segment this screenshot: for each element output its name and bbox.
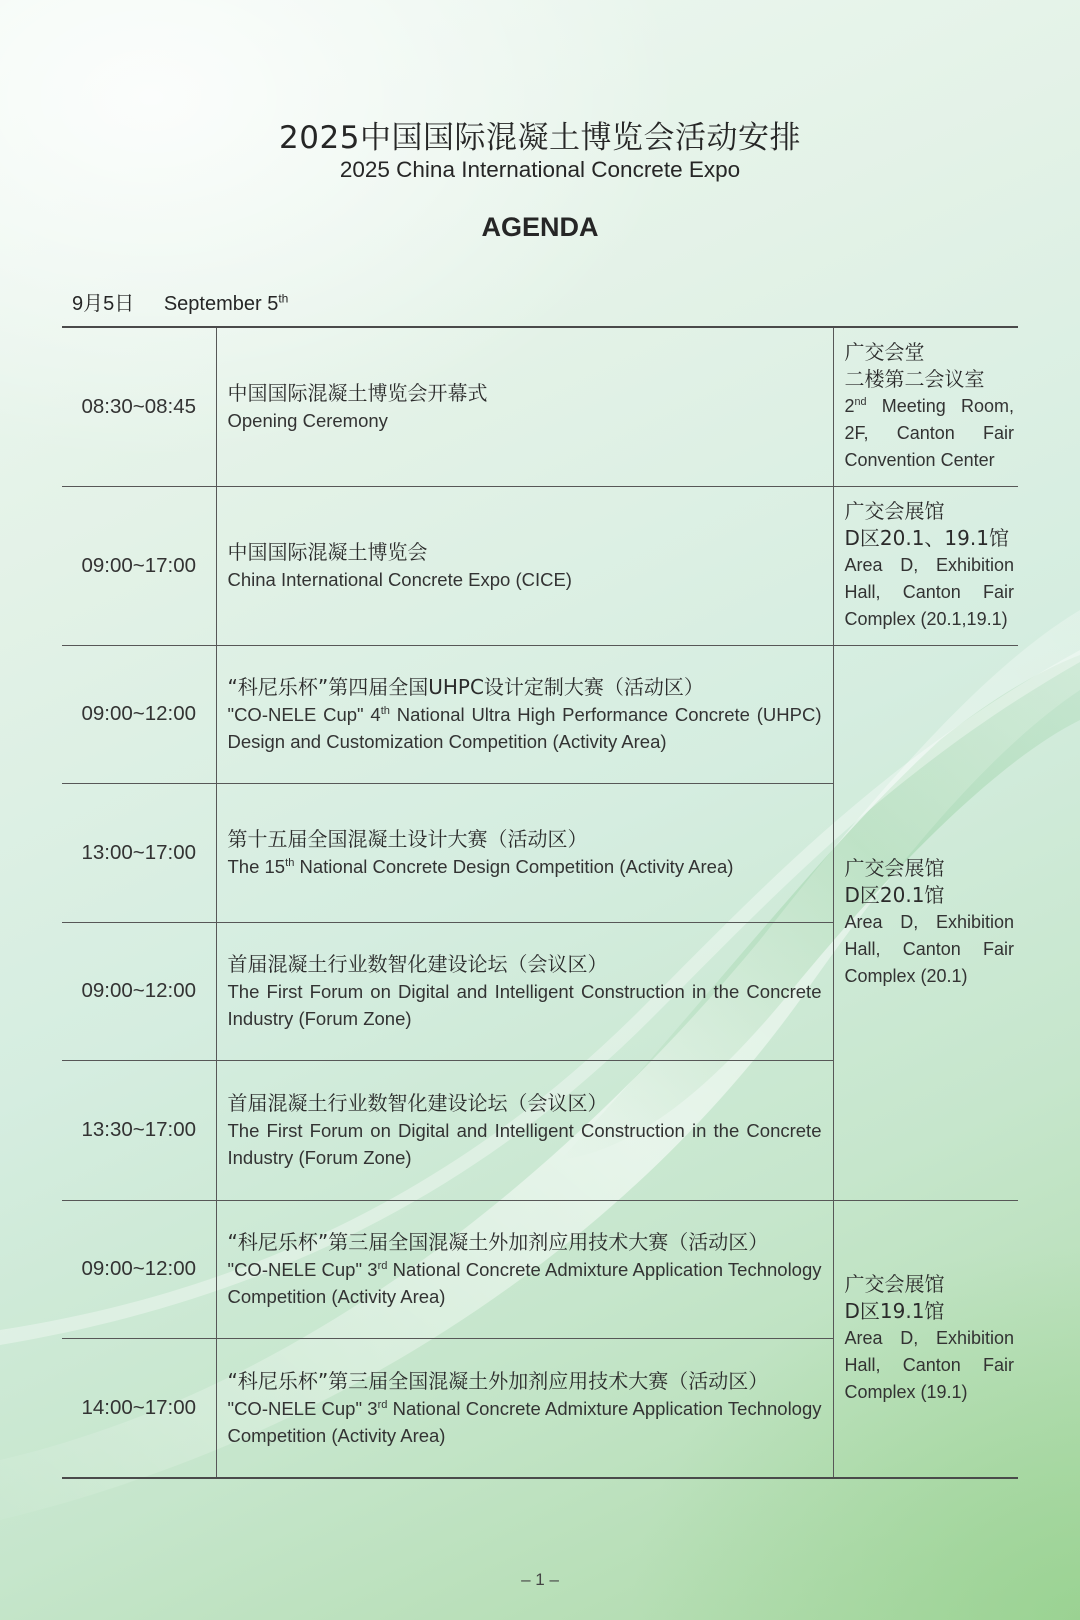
location-en-text: Meeting Room, 2F, Canton Fair Convention Center (844, 396, 1014, 471)
location-ordinal-suffix: nd (854, 396, 867, 409)
time-cell: 09:00~17:00 (62, 486, 216, 645)
event-title-en-text: National Concrete Admixture Application Technology Competition (Activity Area) (227, 1397, 822, 1446)
event-cell (216, 645, 833, 783)
agenda-row (62, 645, 1018, 783)
date-ordinal-suffix: th (278, 291, 289, 306)
page-title-en: 2025 China International Concrete Expo (339, 157, 741, 182)
location-cell (833, 486, 1018, 645)
event-title-en (228, 1117, 822, 1171)
event-title-cn: 中国国际混凝土博览会开幕式 (227, 381, 488, 406)
page-title-cn: 2025中国国际混凝土博览会活动安排 (279, 120, 801, 156)
location-room-cn: 二楼第二会议室 (844, 367, 985, 392)
time-cell: 14:00~17:00 (62, 1338, 216, 1478)
location-en (845, 552, 1015, 633)
event-title-cn: 中国国际混凝土博览会 (227, 540, 428, 564)
agenda-row (62, 486, 1018, 645)
location-venue-cn: 广交会展馆 (844, 856, 945, 880)
location-en-text: Area D, Exhibition Hall, Canton Fair Complex (20.1,19.1) (844, 555, 1014, 629)
location-cell (833, 645, 1018, 1200)
location-en-text: 2 (844, 396, 855, 417)
event-title-en-text: National Concrete Design Competition (Activity Area) (294, 856, 734, 877)
event-title-en-text: "CO-NELE Cup" 4 (227, 704, 381, 725)
event-title-en (228, 853, 822, 880)
time-cell: 13:00~17:00 (62, 783, 216, 922)
event-title-en (228, 1395, 822, 1449)
location-cell (833, 327, 1018, 486)
event-cell (216, 1200, 833, 1338)
event-title-en-text: The 15 (227, 856, 286, 877)
event-title-en-text: The First Forum on Digital and Intelligent Construction in the Concrete Industry (Forum Zone) (227, 1120, 822, 1168)
event-cell (216, 1338, 833, 1478)
location-hall-cn: D区20.1馆 (844, 883, 945, 907)
event-title-en-text: "CO-NELE Cup" 3 (227, 1397, 378, 1419)
agenda-row (62, 327, 1018, 486)
location-en-text: Area D, Exhibition Hall, Canton Fair Complex (19.1) (844, 1328, 1014, 1403)
event-cell (216, 1060, 833, 1200)
agenda-table (62, 326, 1018, 1479)
event-cell (216, 783, 833, 922)
ordinal-suffix: rd (377, 1259, 388, 1272)
date-cn: 9月5日 (72, 293, 135, 315)
location-venue-cn: 广交会展馆 (844, 1272, 945, 1297)
ordinal-suffix: th (285, 856, 295, 869)
location-cell (833, 1200, 1018, 1478)
agenda-row (62, 1200, 1018, 1338)
location-hall-cn: D区20.1、19.1馆 (844, 526, 1009, 550)
event-title-cn: “科尼乐杯”第三届全国混凝土外加剂应用技术大赛（活动区） (227, 1230, 769, 1254)
page-number: – 1 – (521, 1570, 559, 1589)
location-en (845, 909, 1015, 990)
location-venue-cn: 广交会堂 (844, 340, 925, 365)
location-hall-cn: D区19.1馆 (844, 1299, 945, 1324)
date-en (164, 293, 289, 315)
location-en (845, 1325, 1015, 1406)
event-title-en-text: National Concrete Admixture Application Technology Competition (Activity Area) (227, 1259, 822, 1307)
ordinal-suffix: th (380, 704, 390, 717)
event-title-cn: “科尼乐杯”第四届全国UHPC设计定制大赛（活动区） (227, 675, 704, 699)
event-title-cn: 第十五届全国混凝土设计大赛（活动区） (227, 827, 588, 851)
date-line (72, 287, 288, 316)
event-title-en-text: China International Concrete Expo (CICE) (227, 569, 572, 590)
event-title-en-text: The First Forum on Digital and Intelligent Construction in the Concrete Industry (Forum Zone) (227, 981, 822, 1029)
time-cell: 09:00~12:00 (62, 645, 216, 783)
date-en-text: September 5 (163, 293, 279, 315)
agenda-heading: AGENDA (481, 212, 599, 242)
time-cell: 09:00~12:00 (62, 922, 216, 1060)
time-cell: 13:30~17:00 (62, 1060, 216, 1200)
location-en (845, 393, 1015, 474)
ordinal-suffix: rd (377, 1398, 388, 1411)
event-title-en (228, 407, 822, 434)
time-cell: 09:00~12:00 (62, 1200, 216, 1338)
event-title-cn: “科尼乐杯”第三届全国混凝土外加剂应用技术大赛（活动区） (227, 1368, 769, 1393)
event-title-en (228, 1256, 822, 1310)
location-en-text: Area D, Exhibition Hall, Canton Fair Complex (20.1) (844, 912, 1014, 986)
event-title-en-text: Opening Ceremony (227, 410, 388, 432)
event-cell (216, 922, 833, 1060)
event-title-en-text: "CO-NELE Cup" 3 (227, 1259, 378, 1280)
event-title-cn: 首届混凝土行业数智化建设论坛（会议区） (227, 1091, 608, 1115)
event-cell (216, 486, 833, 645)
event-title-en (228, 701, 822, 755)
time-cell: 08:30~08:45 (62, 327, 216, 486)
event-title-en (228, 978, 822, 1032)
event-cell (216, 327, 833, 486)
event-title-en-text: National Ultra High Performance Concrete (UHPC) Design and Customization Competition (Activity Area) (227, 704, 822, 752)
event-title-en (228, 566, 822, 593)
event-title-cn: 首届混凝土行业数智化建设论坛（会议区） (227, 952, 608, 976)
location-venue-cn: 广交会展馆 (844, 499, 945, 523)
